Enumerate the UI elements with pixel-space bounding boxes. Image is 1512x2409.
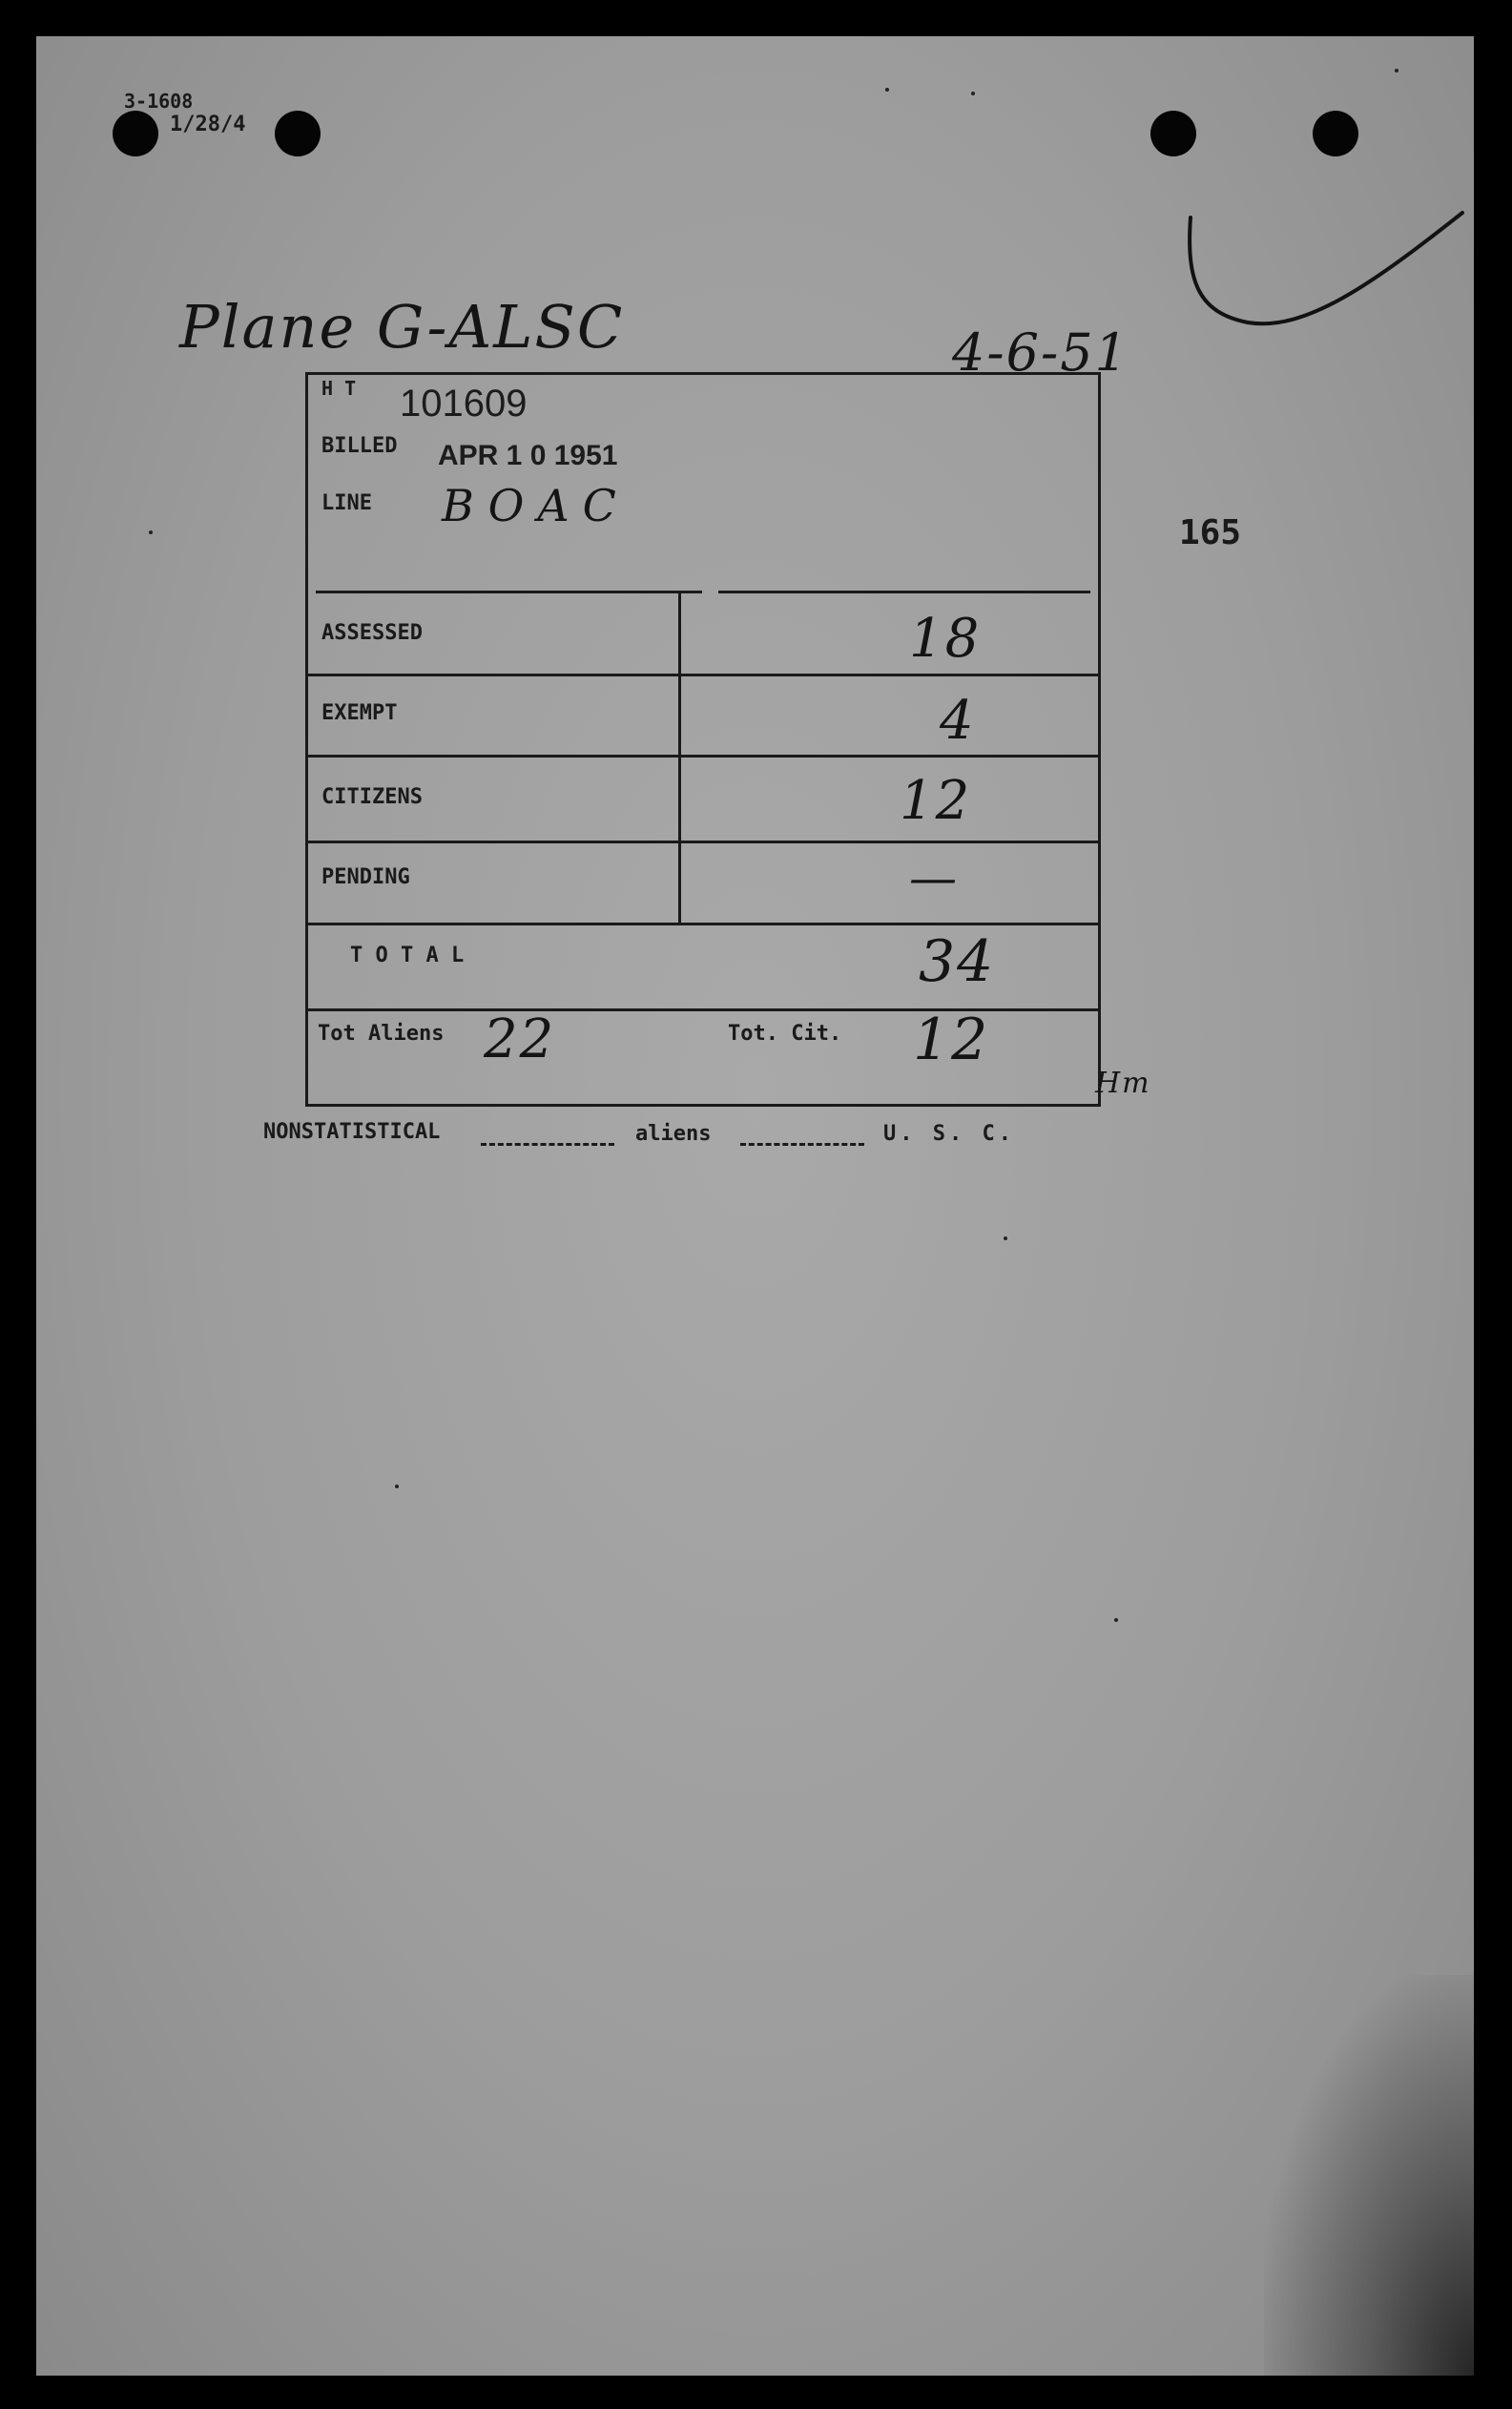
column-divider bbox=[678, 593, 681, 923]
record-box bbox=[305, 372, 1101, 1107]
row-label: ASSESSED bbox=[321, 621, 423, 645]
speck bbox=[1114, 1618, 1118, 1622]
row-value: 12 bbox=[900, 770, 972, 832]
usc-label: U. S. C. bbox=[883, 1122, 1015, 1146]
line-label: LINE bbox=[321, 491, 372, 515]
tot-cit-label: Tot. Cit. bbox=[728, 1022, 842, 1046]
speck bbox=[149, 530, 153, 534]
handwritten-date: 4-6-51 bbox=[952, 322, 1129, 383]
divider-row-1 bbox=[308, 674, 1098, 676]
punch-hole-right-2 bbox=[1313, 111, 1358, 156]
divider-top-left bbox=[316, 591, 702, 593]
nonstatistical-label: NONSTATISTICAL bbox=[263, 1120, 441, 1144]
punch-hole-right-1 bbox=[1150, 111, 1196, 156]
form-date: 1/28/4 bbox=[170, 113, 246, 136]
row-label: CITIZENS bbox=[321, 785, 423, 809]
aliens-label: aliens bbox=[635, 1122, 712, 1146]
tot-aliens-label: Tot Aliens bbox=[318, 1022, 445, 1046]
total-label: T O T A L bbox=[350, 944, 465, 967]
page-shadow bbox=[1264, 1975, 1474, 2376]
divider-row-4 bbox=[308, 923, 1098, 925]
checkmark-icon bbox=[1171, 179, 1477, 370]
speck bbox=[1395, 69, 1398, 73]
initials: Hm bbox=[1095, 1067, 1151, 1100]
ht-label: H T bbox=[321, 377, 357, 400]
form-number: 3-1608 bbox=[124, 90, 194, 113]
speck bbox=[971, 92, 975, 95]
ht-number: 101609 bbox=[400, 383, 528, 425]
speck bbox=[1004, 1236, 1007, 1240]
nonstatistical-blank bbox=[481, 1143, 614, 1146]
punch-hole-left-2 bbox=[275, 111, 321, 156]
airline-name: BOAC bbox=[442, 480, 630, 531]
row-value: 18 bbox=[909, 608, 982, 670]
divider-row-2 bbox=[308, 755, 1098, 758]
punch-hole-left-1 bbox=[113, 111, 158, 156]
row-label: PENDING bbox=[321, 865, 410, 889]
tot-cit-value: 12 bbox=[913, 1007, 990, 1073]
total-value: 34 bbox=[919, 928, 996, 995]
plane-registration: Plane G-ALSC bbox=[179, 292, 625, 362]
speck bbox=[885, 88, 889, 92]
tot-aliens-value: 22 bbox=[484, 1008, 556, 1070]
page-number: 165 bbox=[1179, 513, 1242, 552]
billed-date: APR 1 0 1951 bbox=[438, 440, 618, 471]
divider-top-right bbox=[718, 591, 1090, 593]
billed-label: BILLED bbox=[321, 434, 398, 458]
aliens-blank bbox=[740, 1143, 864, 1146]
document-page bbox=[36, 36, 1474, 2376]
speck bbox=[395, 1485, 399, 1488]
row-value: — bbox=[909, 850, 959, 905]
divider-row-3 bbox=[308, 841, 1098, 843]
row-label: EXEMPT bbox=[321, 701, 398, 725]
row-value: 4 bbox=[940, 690, 976, 752]
